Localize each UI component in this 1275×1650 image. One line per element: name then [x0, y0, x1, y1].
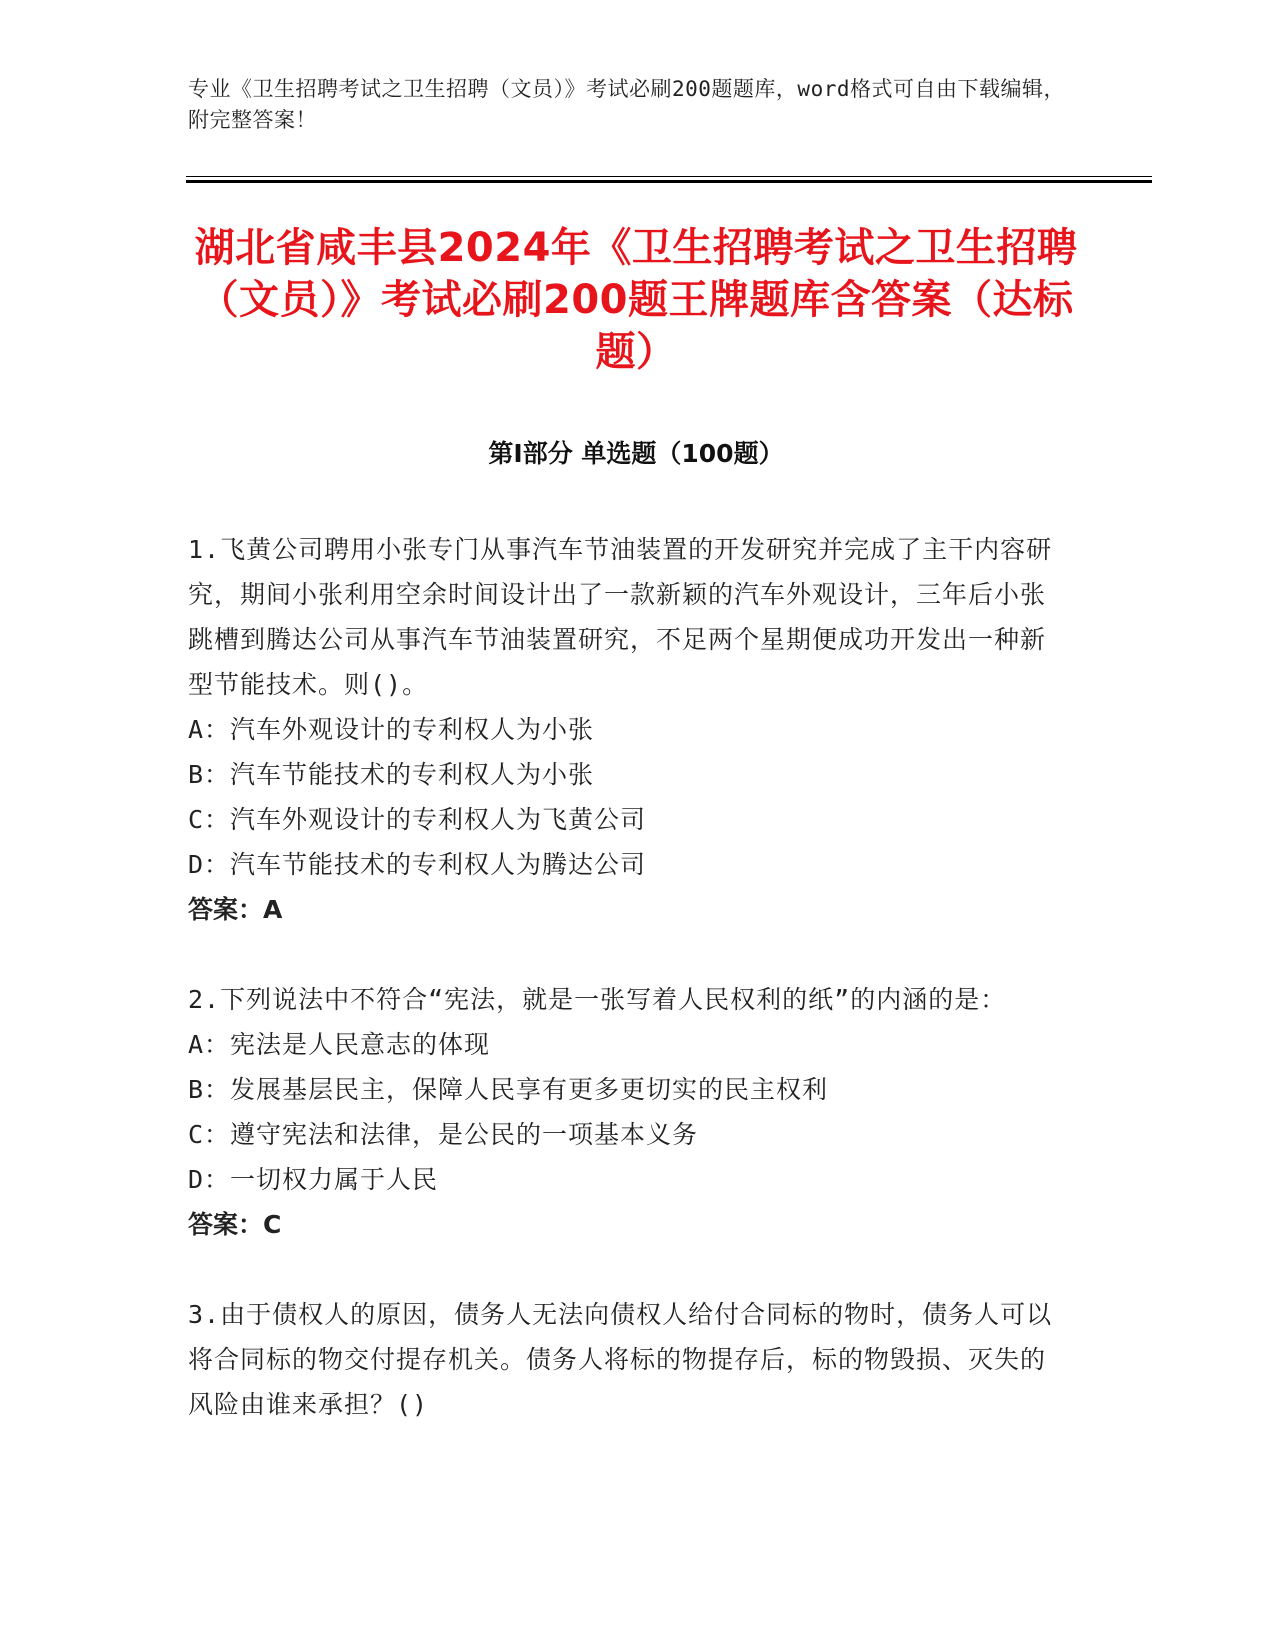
document-title: 湖北省咸丰县2024年《卫生招聘考试之卫生招聘（文员）》考试必刷200题王牌题库含答案（达标题） [194, 225, 1078, 375]
question-3 [188, 1292, 1068, 1427]
option-d: D：汽车节能技术的专利权人为腾达公司 [188, 850, 647, 879]
option-b: B：汽车节能技术的专利权人为小张 [188, 760, 595, 789]
option-a: A：宪法是人民意志的体现 [188, 1030, 491, 1059]
option-a: A：汽车外观设计的专利权人为小张 [188, 715, 595, 744]
option-d: D：一切权力属于人民 [188, 1165, 439, 1194]
question-2 [188, 977, 1068, 1247]
header-divider-thin [186, 176, 1152, 177]
answer-label: 答案：C [188, 1210, 282, 1239]
question-1 [188, 527, 1068, 932]
header-divider-thick [186, 180, 1152, 183]
header-note: 专业《卫生招聘考试之卫生招聘（文员）》考试必刷200题题库，word格式可自由下载编辑，附完整答案！ [188, 77, 1065, 132]
section-heading: 第Ⅰ部分 单选题（100题） [488, 439, 784, 468]
option-c: C：遵守宪法和法律，是公民的一项基本义务 [188, 1120, 699, 1149]
question-list [188, 527, 1068, 1472]
question-stem: 2.下列说法中不符合“宪法，就是一张写着人民权利的纸”的内涵的是： [188, 985, 1007, 1014]
question-stem: 3.由于债权人的原因，债务人无法向债权人给付合同标的物时，债务人可以将合同标的物交付提存机关。债务人将标的物提存后，标的物毁损、灭失的风险由谁来承担？() [188, 1300, 1053, 1419]
answer-label: 答案：A [188, 895, 283, 924]
option-c: C：汽车外观设计的专利权人为飞黄公司 [188, 805, 647, 834]
question-stem: 1.飞黄公司聘用小张专门从事汽车节油装置的开发研究并完成了主干内容研究，期间小张利用空余时间设计出了一款新颖的汽车外观设计，三年后小张跳槽到腾达公司从事汽车节油装置研究，不足两个星期便成功开发出一种新型节能技术。则()。 [188, 535, 1053, 699]
option-b: B：发展基层民主，保障人民享有更多更切实的民主权利 [188, 1075, 829, 1104]
